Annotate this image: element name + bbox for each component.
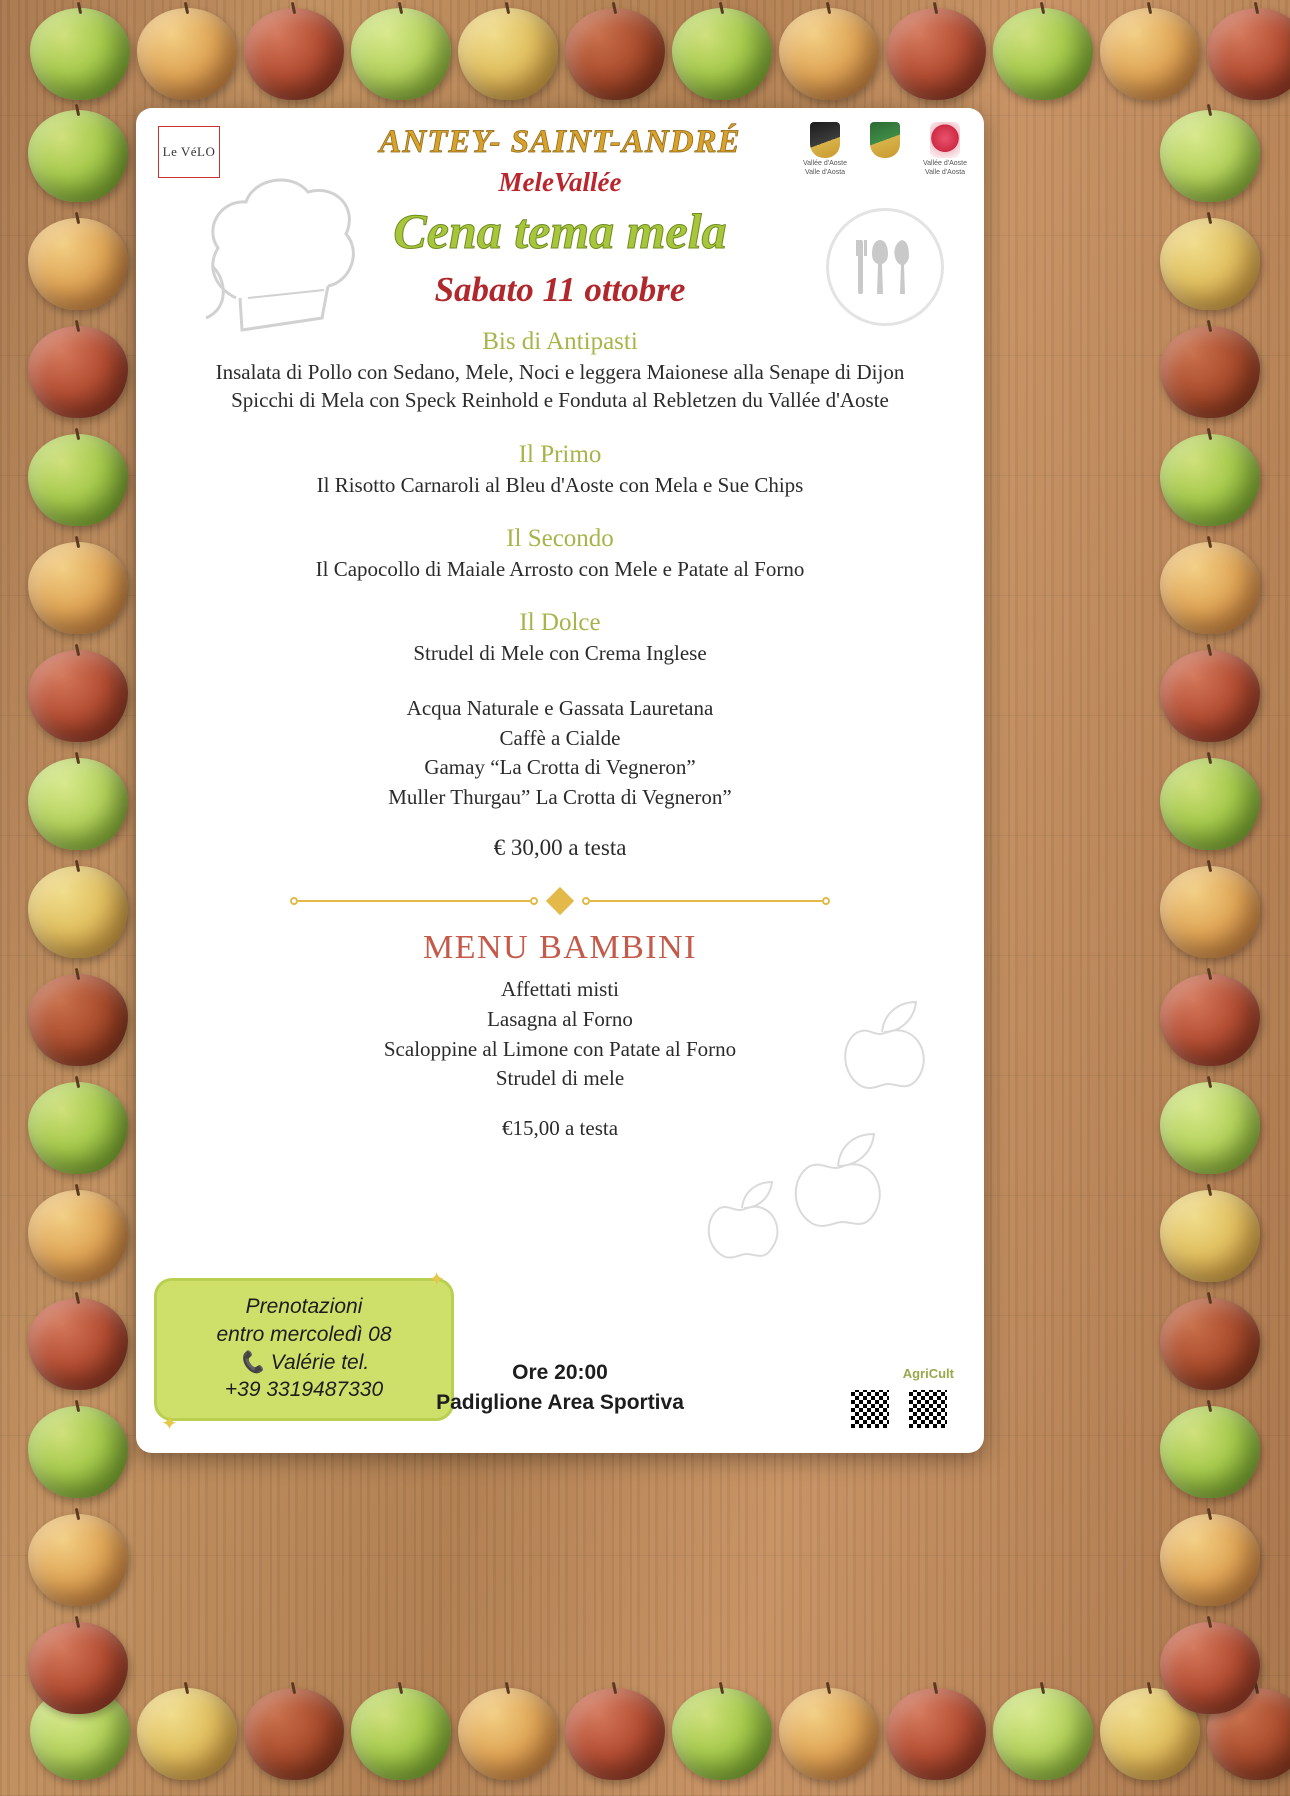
decorative-apple: [28, 542, 128, 634]
shield-icon: [810, 122, 840, 158]
course-title: Il Dolce: [519, 609, 601, 637]
crest-melevallee: [922, 122, 968, 178]
decorative-apple: [993, 8, 1093, 100]
event-time: Ore 20:00: [512, 1361, 608, 1385]
booking-phone-number: +39 3319487330: [224, 1378, 384, 1402]
decorative-apple: [1160, 326, 1260, 418]
decorative-apple: [30, 8, 130, 100]
divider-bar: [590, 900, 822, 902]
qr-code-icon[interactable]: [848, 1387, 892, 1431]
course-line: Il Capocollo di Maiale Arrosto con Mele e Patate al Forno: [315, 557, 805, 582]
decorative-apple: [1160, 1622, 1260, 1714]
decorative-apple: [1160, 542, 1260, 634]
course-dolce: [136, 609, 984, 667]
decorative-apple: [28, 326, 128, 418]
sparkle-icon: ✦: [428, 1269, 445, 1292]
cutlery-plate-icon: [826, 208, 944, 326]
divider-dot: [582, 897, 590, 905]
course-primo: [136, 441, 984, 499]
crest-valle-aosta-region: [802, 122, 848, 178]
kids-price: €15,00 a testa: [501, 1116, 619, 1141]
decorative-apple: [458, 8, 558, 100]
divider-dot: [290, 897, 298, 905]
decorative-apple: [28, 218, 128, 310]
kids-menu-item: Scaloppine al Limone con Patate al Forno: [383, 1036, 737, 1061]
drink-item: Muller Thurgau” La Crotta di Vegneron”: [388, 785, 732, 810]
decorative-apple: [28, 1190, 128, 1282]
course-line: Spicchi di Mela con Speck Reinhold e Fonduta al Rebletzen du Vallée d'Aoste: [231, 388, 889, 413]
decorative-apple: [28, 650, 128, 742]
decorative-apple: [1160, 974, 1260, 1066]
decorative-apple: [1160, 1514, 1260, 1606]
crest-group: [802, 122, 968, 178]
booking-line-2: entro mercoledì 08: [216, 1322, 392, 1346]
decorative-apple: [1100, 8, 1200, 100]
apple-outline-icon: [690, 1168, 786, 1264]
menu-card: [136, 108, 984, 1453]
course-line: Insalata di Pollo con Sedano, Mele, Noci e leggera Maionese alla Senape di Dijon: [215, 360, 905, 384]
booking-contact: Valérie tel.: [270, 1350, 370, 1374]
decorative-apple: [351, 8, 451, 100]
decorative-apple: [1160, 1406, 1260, 1498]
divider-bar: [298, 900, 530, 902]
levelo-logo-text: Le VéLO: [162, 144, 216, 159]
decorative-apple: [886, 1688, 986, 1780]
decorative-apple: [886, 8, 986, 100]
decorative-apple: [28, 1082, 128, 1174]
decorative-apple: [565, 8, 665, 100]
course-secondo: [136, 525, 984, 583]
drink-item: Acqua Naturale e Gassata Lauretana: [406, 695, 714, 720]
decorative-apple: [1160, 1298, 1260, 1390]
phone-icon: 📞: [238, 1350, 265, 1374]
decorative-apple: [1160, 1082, 1260, 1174]
decorative-apple: [1160, 758, 1260, 850]
decorative-apple: [28, 974, 128, 1066]
decorative-apple: [779, 1688, 879, 1780]
course-title: Il Secondo: [506, 525, 614, 553]
decorative-apple: [28, 1406, 128, 1498]
drinks-list: [136, 694, 984, 813]
drink-item: Gamay “La Crotta di Vegneron”: [424, 755, 696, 780]
shield-icon: [870, 122, 900, 158]
decorative-apple: [1160, 650, 1260, 742]
decorative-apple: [28, 758, 128, 850]
course-line: Il Risotto Carnaroli al Bleu d'Aoste con Mela e Sue Chips: [316, 472, 804, 497]
decorative-apple: [137, 8, 237, 100]
decorative-apple: [672, 1688, 772, 1780]
event-date: Sabato 11 ottobre: [434, 270, 686, 309]
brand-title-part2: Vallée: [553, 167, 622, 197]
crest-caption: Vallée d'Aoste Valle d'Aosta: [922, 160, 967, 176]
kids-menu-item: Strudel di mele: [495, 1066, 625, 1091]
decorative-apple: [28, 1622, 128, 1714]
apple-outline-icon: [772, 1118, 892, 1238]
event-place: Padiglione Area Sportiva: [436, 1390, 684, 1414]
kids-menu-item: Affettati misti: [500, 976, 619, 1001]
crest-comune: [862, 122, 908, 160]
decorative-apple: [779, 8, 879, 100]
booking-line-1: Prenotazioni: [245, 1295, 363, 1319]
town-title: ANTEY- SAINT-ANDRÉ: [379, 124, 741, 160]
crest-caption: Vallée d'Aoste Valle d'Aosta: [802, 160, 847, 176]
decorative-apple: [28, 434, 128, 526]
course-line: Strudel di Mele con Crema Inglese: [413, 641, 707, 666]
decorative-apple: [1160, 434, 1260, 526]
decorative-apple: [1160, 866, 1260, 958]
decorative-apple: [28, 866, 128, 958]
decorative-apple: [28, 1298, 128, 1390]
decorative-apple: [244, 8, 344, 100]
decorative-apple: [458, 1688, 558, 1780]
chef-hat-icon: [196, 148, 376, 348]
adult-price: € 30,00 a testa: [493, 834, 627, 860]
apple-blossom-icon: [930, 122, 960, 158]
apple-outline-icon: [822, 988, 932, 1098]
decorative-apple: [1160, 110, 1260, 202]
divider-dot: [530, 897, 538, 905]
qr-code-icon[interactable]: [906, 1387, 950, 1431]
decorative-apple: [1160, 1190, 1260, 1282]
kids-menu-item: Lasagna al Forno: [487, 1006, 633, 1031]
divider-dot: [822, 897, 830, 905]
course-title: Il Primo: [518, 440, 602, 468]
drink-item: Caffè a Cialde: [499, 725, 621, 750]
decorative-apple: [244, 1688, 344, 1780]
section-divider: [290, 891, 830, 911]
main-title: Cena tema mela: [393, 203, 727, 259]
decorative-apple: [351, 1688, 451, 1780]
decorative-apple: [993, 1688, 1093, 1780]
decorative-apple: [28, 1514, 128, 1606]
sparkle-icon: ✦: [161, 1413, 178, 1435]
agricult-logo: AgriCult: [902, 1366, 954, 1381]
decorative-apple: [1160, 218, 1260, 310]
decorative-apple: [137, 1688, 237, 1780]
brand-title-part1: Mele: [498, 167, 554, 197]
decorative-apple: [672, 8, 772, 100]
kids-menu-title: MENU BAMBINI: [423, 928, 697, 966]
decorative-apple: [565, 1688, 665, 1780]
divider-diamond: [546, 887, 574, 915]
decorative-apple: [1207, 8, 1290, 100]
decorative-apple: [28, 110, 128, 202]
course-title: Bis di Antipasti: [482, 328, 638, 355]
